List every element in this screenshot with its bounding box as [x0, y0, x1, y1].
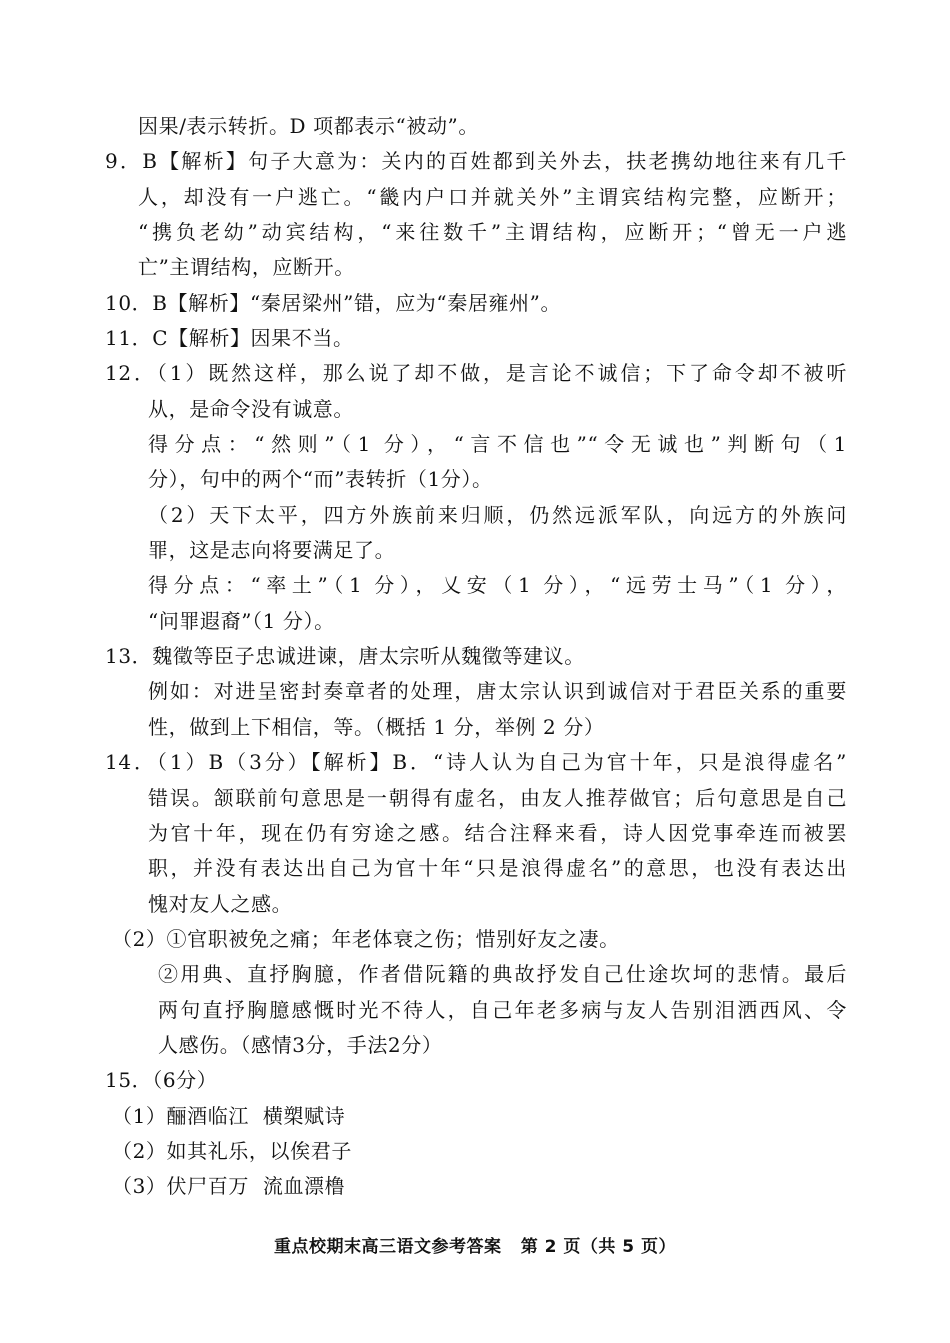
text-line: 人，却没有一户逃亡。“畿内户口并就关外”主谓宾结构完整，应断开； [138, 185, 847, 209]
text-line: “问罪遐裔”（1 分）。 [148, 609, 335, 633]
text-line: （2）如其礼乐，以俟君子 [112, 1139, 352, 1163]
text-line: 因果/表示转折。D 项都表示“被动”。 [138, 114, 479, 138]
text-line: 亡”主谓结构，应断开。 [138, 255, 355, 279]
answer-11-line: 11．C【解析】因果不当。 [105, 326, 354, 350]
answer-15-line: 15．（6分） [105, 1068, 218, 1092]
answer-10-line: 10．B【解析】“秦居梁州”错，应为“秦居雍州”。 [105, 291, 562, 315]
scoring-line: 得分点：“然则”（1 分），“言不信也”“令无诚也”判断句（1 [148, 432, 847, 456]
text-line: （3）伏尸百万 流血漂橹 [112, 1174, 346, 1198]
answer-9-line: 9．B【解析】句子大意为：关内的百姓都到关外去，扶老携幼地往来有几千 [105, 149, 847, 173]
text-line: 职，并没有表达出自己为官十年“只是浪得虚名”的意思，也没有表达出 [148, 856, 847, 880]
page-footer: 重点校期末高三语文参考答案 第 2 页（共 5 页） [273, 1237, 677, 1257]
text-line: ②用典、直抒胸臆，作者借阮籍的典故抒发自己仕途坎坷的悲情。最后 [158, 962, 847, 986]
text-line: 人感伤。（感情3分，手法2分） [158, 1033, 443, 1057]
text-line: 为官十年，现在仍有穷途之感。结合注释来看，诗人因党事牵连而被罢 [148, 821, 847, 845]
text-line: 愧对友人之感。 [148, 892, 293, 916]
text-line: 两句直抒胸臆感慨时光不待人，自己年老多病与友人告别泪洒西风、令 [158, 998, 847, 1022]
scoring-line: 得分点：“率土”（1 分），乂安（1 分），“远劳士马”（1 分）， [148, 573, 847, 597]
text-line: （2）①官职被免之痛；年老体衰之伤；惜别好友之凄。 [112, 927, 620, 951]
text-line: “携负老幼”动宾结构，“来往数千”主谓结构，应断开；“曾无一户逃 [138, 220, 847, 244]
answer-12-line: 12．（1）既然这样，那么说了却不做，是言论不诚信；下了命令却不被听 [105, 361, 847, 385]
text-line: 分），句中的两个“而”表转折（1分）。 [148, 467, 493, 491]
text-line: 从，是命令没有诚意。 [148, 397, 354, 421]
text-line: （1）酾酒临江 横槊赋诗 [112, 1104, 346, 1128]
text-line: （2）天下太平，四方外族前来归顺，仍然远派军队，向远方的外族问 [148, 503, 847, 527]
answer-13-line: 13．魏徵等臣子忠诚进谏，唐太宗听从魏徵等建议。 [105, 644, 585, 668]
text-line: 错误。颔联前句意思是一朝得有虚名，由友人推荐做官；后句意思是自己 [148, 786, 847, 810]
text-line: 罪，这是志向将要满足了。 [148, 538, 396, 562]
text-line: 例如：对进呈密封奏章者的处理，唐太宗认识到诚信对于君臣关系的重要 [148, 679, 847, 703]
answer-14-line: 14．（1）B（3分）【解析】B．“诗人认为自己为官十年，只是浪得虚名” [105, 750, 847, 774]
text-line: 性，做到上下相信，等。（概括 1 分，举例 2 分） [148, 715, 605, 739]
